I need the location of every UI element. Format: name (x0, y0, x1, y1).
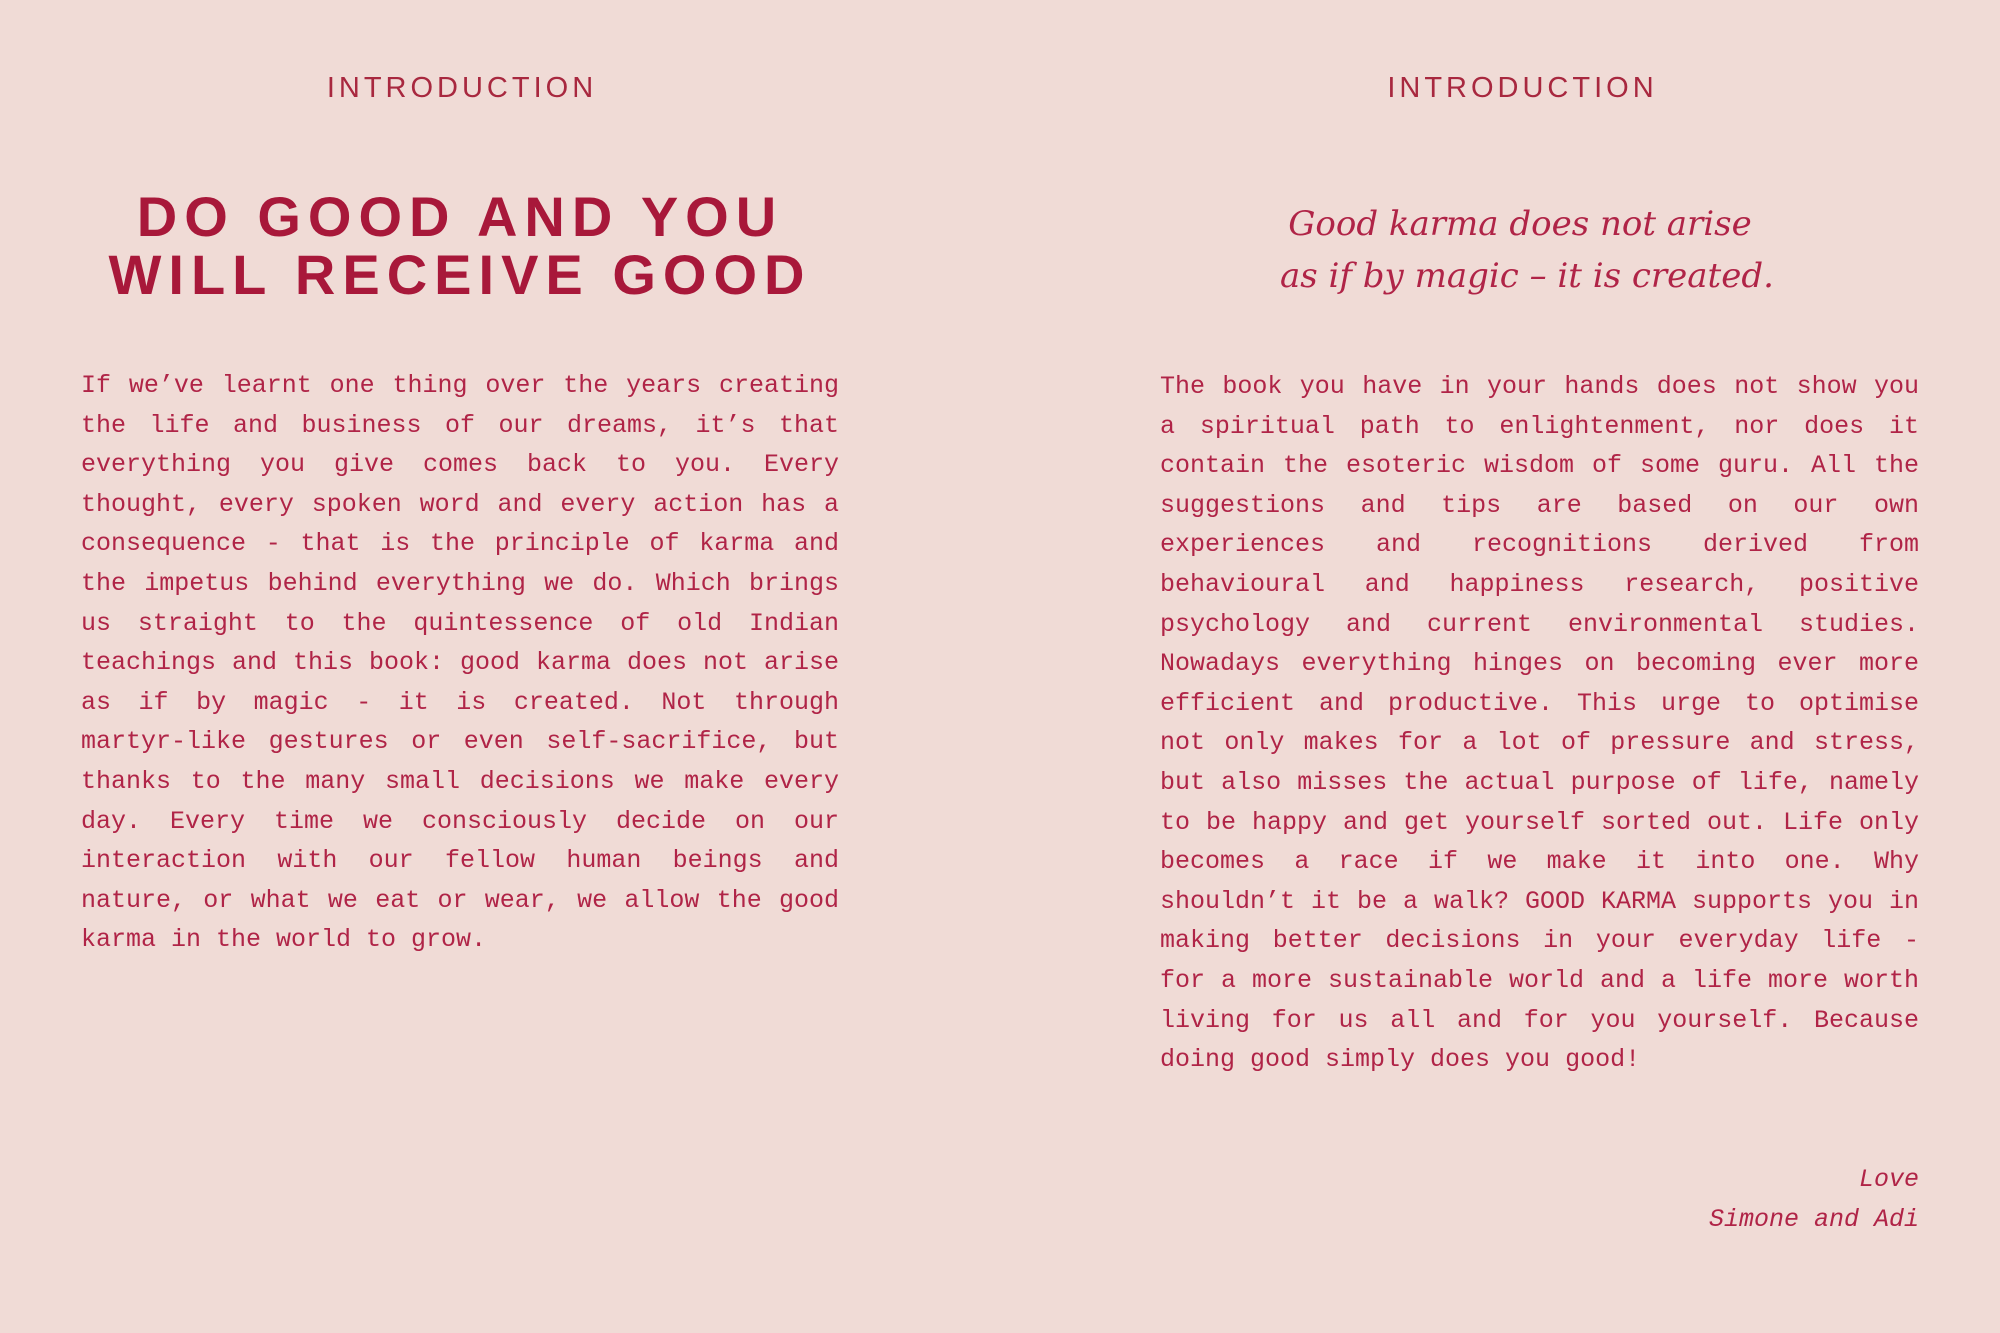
chapter-title-line: DO GOOD AND YOU (136, 185, 784, 248)
running-head: INTRODUCTION (1387, 72, 1658, 104)
running-head: INTRODUCTION (326, 72, 598, 104)
pull-quote-line: Good karma does not arise (1288, 204, 1752, 244)
chapter-title-line: WILL RECEIVE GOOD (108, 243, 812, 306)
chapter-title (80, 185, 840, 306)
right-page (1000, 0, 2000, 1333)
signature-block (1520, 1160, 1919, 1239)
signoff-names: Simone and Adi (1708, 1204, 1919, 1234)
body-paragraph: If we’ve learnt one thing over the years creating the life and business of our dreams, it’s that everything you give comes back to you. Every thought, every spoken word and every action has a consequence - that is the principle of karma and the impetus behind everything we do. Which brings us straight to the quintessence of old Indian teachings and this book: good karma does not arise as if by magic - it is created. Not through martyr-like gestures or even self-sacrifice, but thanks to the many small decisions we make every day. Every time we consciously decide on our interaction with our fellow human beings and nature, or what we eat or wear, we allow the good karma in the world to grow. (81, 371, 839, 955)
pull-quote (1280, 198, 1774, 302)
pull-quote-line: as if by magic – it is created. (1280, 256, 1774, 296)
signoff-greeting: Love (1858, 1165, 1919, 1194)
body-paragraph: The book you have in your hands does not show you a spiritual path to enlightenment, nor does it contain the esoteric wisdom of some guru. All the suggestions and tips are based on our own experiences and recognitions derived from behavioural and happiness research, positive psychology and current environmental studies. Nowadays everything hinges on becoming ever more efficient and productive. This urge to optimise not only makes for a lot of pressure and stress, but also misses the actual purpose of life, namely to be happy and get yourself sorted out. Life only becomes a race if we make it into one. Why shouldn’t it be a walk? GOOD KARMA supports you in making better decisions in your everyday life - for a more sustainable world and a life more worth living for us all and for you yourself. Because doing good simply does you good! (1160, 372, 1919, 1075)
